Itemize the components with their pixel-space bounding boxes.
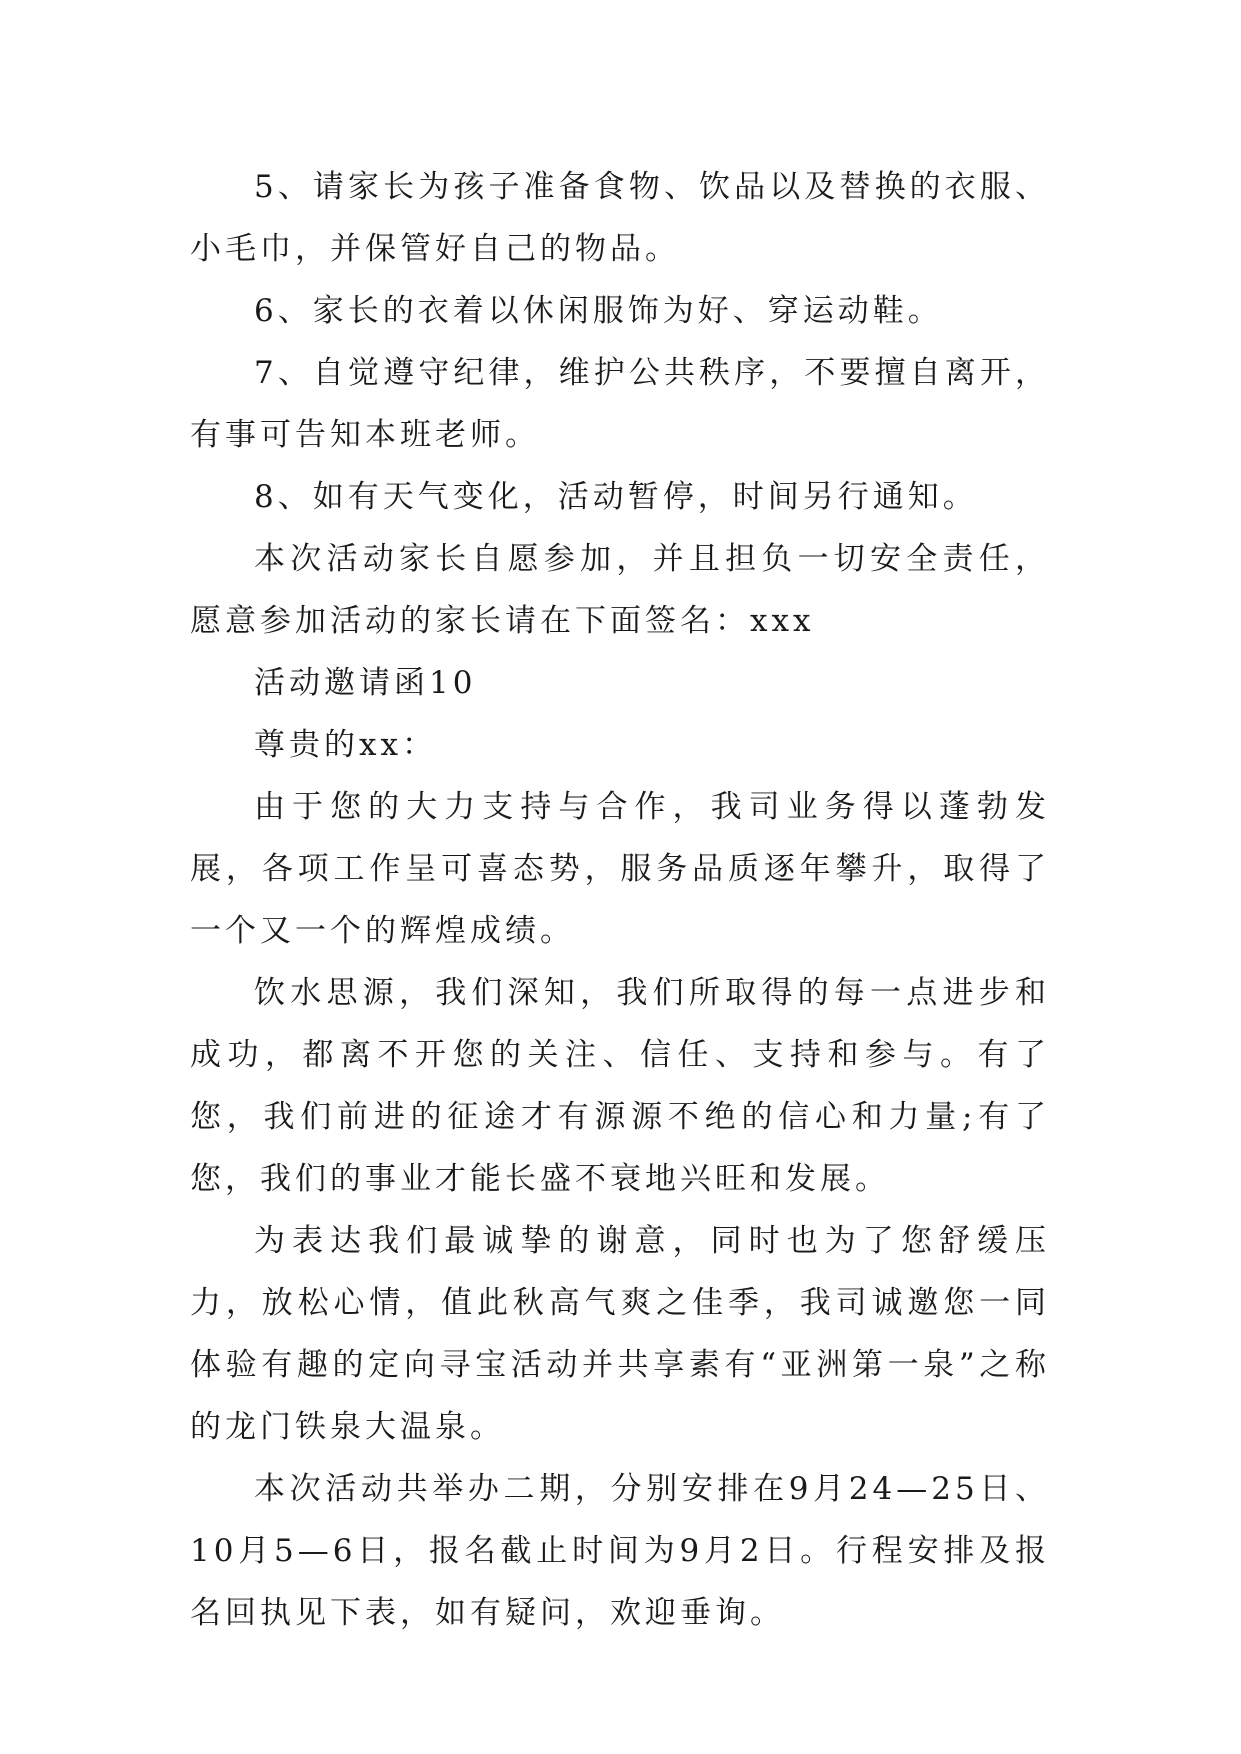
paragraph-item-5: 5、请家长为孩子准备食物、饮品以及替换的衣服、小毛巾，并保管好自己的物品。 <box>190 169 1050 267</box>
paragraph-schedule: 本次活动共举办二期，分别安排在9月24—25日、10月5—6日，报名截止时间为9月2日。行程安排及报名回执见下表，如有疑问，欢迎垂询。 <box>190 1471 1050 1631</box>
paragraph-item-8: 8、如有天气变化，活动暂停，时间另行通知。 <box>254 479 978 515</box>
salutation: 尊贵的xx： <box>254 727 437 763</box>
paragraph-invitation: 为表达我们最诚挚的谢意，同时也为了您舒缓压力，放松心情，值此秋高气爽之佳季，我司诚邀您一同体验有趣的定向寻宝活动并共享素有“亚洲第一泉”之称的龙门铁泉大温泉。 <box>190 1223 1050 1445</box>
paragraph-item-6: 6、家长的衣着以休闲服饰为好、穿运动鞋。 <box>254 293 943 329</box>
paragraph-item-7: 7、自觉遵守纪律，维护公共秩序，不要擅自离开，有事可告知本班老师。 <box>190 355 1050 453</box>
paragraph-gratitude: 饮水思源，我们深知，我们所取得的每一点进步和成功，都离不开您的关注、信任、支持和参与。有了您，我们前进的征途才有源源不绝的信心和力量;有了您，我们的事业才能长盛不衰地兴旺和发展。 <box>190 975 1050 1197</box>
section-heading: 活动邀请函10 <box>254 665 477 701</box>
document-body <box>190 156 1050 1644</box>
paragraph-voluntary-signature: 本次活动家长自愿参加，并且担负一切安全责任，愿意参加活动的家长请在下面签名：xxx <box>190 541 1050 639</box>
paragraph-thanks: 由于您的大力支持与合作，我司业务得以蓬勃发展，各项工作呈可喜态势，服务品质逐年攀升，取得了一个又一个的辉煌成绩。 <box>190 789 1050 949</box>
